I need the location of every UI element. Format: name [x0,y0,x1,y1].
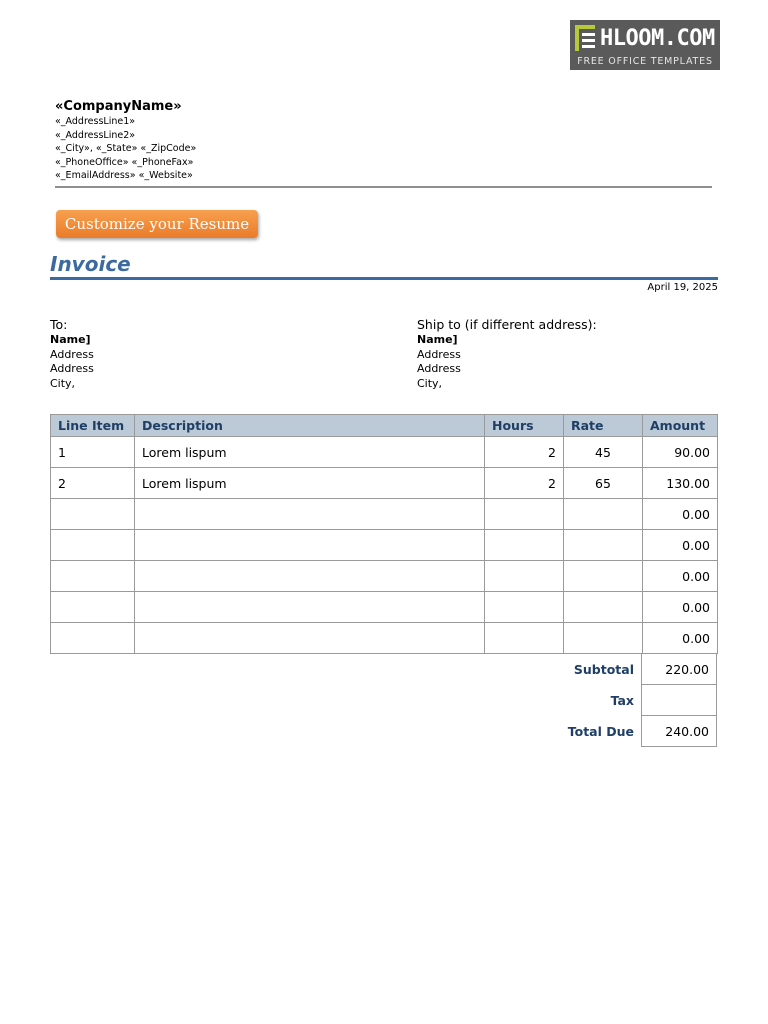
ship-to-name: Name] [417,333,458,346]
amount-cell: 0.00 [643,561,718,592]
amount-cell: 90.00 [643,437,718,468]
total-due-value: 240.00 [642,716,717,747]
company-phone: «_PhoneOffice» «_PhoneFax» [55,156,194,168]
line-item-cell [51,530,135,561]
rate-cell [564,623,643,654]
bill-to-name: Name] [50,333,91,346]
subtotal-value: 220.00 [642,654,717,685]
invoice-date: April 19, 2025 [647,282,718,293]
line-item-cell [51,592,135,623]
column-header-line-item: Line Item [51,415,135,437]
table-header-row [51,415,718,437]
totals-table [500,653,717,747]
ship-to-heading: Ship to (if different address): [417,317,597,332]
amount-cell: 0.00 [643,499,718,530]
logo-tagline: FREE OFFICE TEMPLATES [577,56,713,67]
amount-cell: 0.00 [643,592,718,623]
title-divider [50,277,718,280]
hours-cell [485,561,564,592]
header-divider [55,186,712,188]
total-due-label: Total Due [567,723,634,739]
bill-to-block [50,316,94,391]
bill-to-address2: Address [50,362,94,375]
line-item-cell [51,499,135,530]
company-city-state-zip: «_City», «_State» «_ZipCode» [55,143,197,154]
bill-to-address1: Address [50,347,94,361]
rate-cell: 65 [564,468,643,499]
hours-cell [485,499,564,530]
column-header-amount: Amount [643,415,718,437]
invoice-title: Invoice [50,252,131,276]
company-address-line1: «_AddressLine1» [55,116,136,127]
description-cell [135,623,485,654]
table-row [51,468,718,499]
table-row [51,499,718,530]
company-block [55,99,196,183]
amount-cell: 0.00 [643,530,718,561]
ship-to-city: City, [417,376,443,390]
bill-to-heading: To: [50,317,68,332]
amount-cell: 130.00 [643,468,718,499]
table-row [51,592,718,623]
subtotal-label: Subtotal [573,661,634,677]
column-header-description: Description [135,415,485,437]
hours-cell [485,592,564,623]
description-cell: Lorem lispum [135,468,485,499]
description-cell [135,592,485,623]
column-header-hours: Hours [485,415,564,437]
logo-brand: HLOOM.COM [600,26,715,51]
rate-cell: 45 [564,437,643,468]
line-item-cell: 1 [51,437,135,468]
tax-row [500,685,717,716]
bill-to-city: City, [50,376,76,390]
ship-to-block [417,316,597,391]
hours-cell: 2 [485,468,564,499]
table-row [51,623,718,654]
hours-cell [485,623,564,654]
subtotal-row [500,654,717,685]
document-icon [574,24,598,52]
total-due-row [500,716,717,747]
rate-cell [564,561,643,592]
tax-label: Tax [610,692,634,708]
amount-cell: 0.00 [643,623,718,654]
ship-to-address2: Address [417,362,461,375]
rate-cell [564,530,643,561]
line-item-cell [51,623,135,654]
hours-cell [485,530,564,561]
company-email-website: «_EmailAddress» «_Website» [55,170,193,181]
company-name: «CompanyName» [55,99,182,114]
description-cell [135,561,485,592]
table-row [51,561,718,592]
description-cell [135,530,485,561]
company-address-line2: «_AddressLine2» [55,129,136,141]
rate-cell [564,592,643,623]
ship-to-address1: Address [417,347,461,361]
table-row [51,530,718,561]
table-row [51,437,718,468]
line-item-cell: 2 [51,468,135,499]
line-items-table [50,414,718,654]
hours-cell: 2 [485,437,564,468]
hloom-logo[interactable] [570,20,720,70]
description-cell [135,499,485,530]
line-item-cell [51,561,135,592]
customize-resume-button[interactable]: Customize your Resume [56,210,258,238]
rate-cell [564,499,643,530]
column-header-rate: Rate [564,415,643,437]
description-cell: Lorem lispum [135,437,485,468]
tax-value [642,685,717,716]
